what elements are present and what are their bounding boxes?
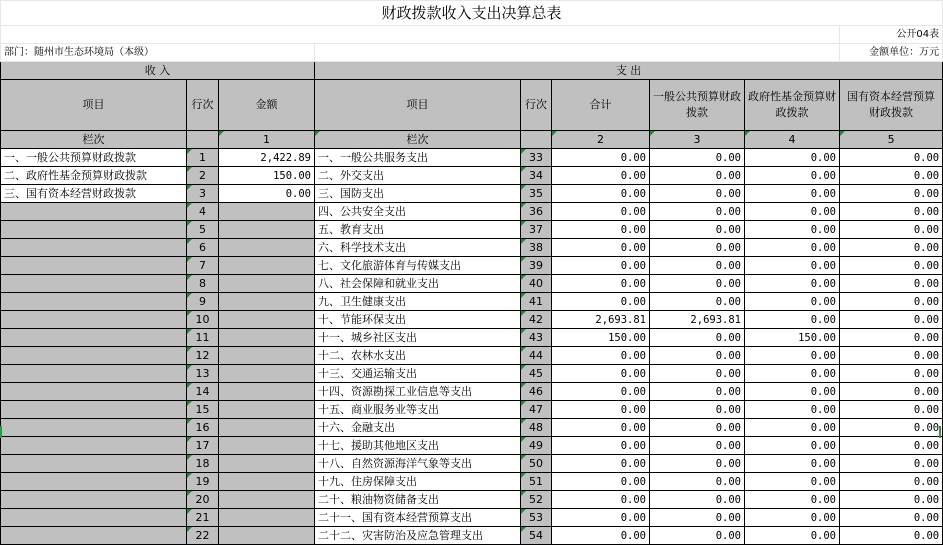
income-amount-cell[interactable] bbox=[219, 257, 315, 275]
gov-fund-cell[interactable]: 0.00 bbox=[745, 311, 840, 329]
income-item-cell[interactable] bbox=[1, 527, 187, 545]
expense-header: 支 出 bbox=[315, 62, 943, 80]
expense-item-cell[interactable]: 十四、资源勘探工业信息等支出 bbox=[315, 383, 521, 401]
expense-item-cell[interactable]: 十五、商业服务业等支出 bbox=[315, 401, 521, 419]
general-budget-cell[interactable]: 0.00 bbox=[650, 167, 745, 185]
expense-rowno-cell[interactable]: 41 bbox=[521, 293, 552, 311]
col-num-1: 1 bbox=[219, 131, 315, 149]
table-row bbox=[1, 329, 943, 347]
income-rowno-cell[interactable]: 3 bbox=[187, 185, 219, 203]
gov-fund-cell[interactable]: 0.00 bbox=[745, 203, 840, 221]
income-rowno-cell[interactable]: 15 bbox=[187, 401, 219, 419]
gov-fund-cell[interactable]: 0.00 bbox=[745, 383, 840, 401]
income-amount-cell[interactable] bbox=[219, 329, 315, 347]
expense-item-header: 项目 bbox=[315, 80, 521, 131]
total-cell[interactable]: 0.00 bbox=[552, 257, 650, 275]
col-num-3: 3 bbox=[650, 131, 745, 149]
gov-fund-cell[interactable]: 0.00 bbox=[745, 473, 840, 491]
table-row bbox=[1, 185, 943, 203]
expense-rowno-cell[interactable]: 42 bbox=[521, 311, 552, 329]
state-capital-header: 国有资本经营预算财政拨款 bbox=[840, 80, 943, 131]
income-item-cell[interactable] bbox=[1, 455, 187, 473]
income-rowno-cell[interactable]: 5 bbox=[187, 221, 219, 239]
table-row bbox=[1, 437, 943, 455]
table-row bbox=[1, 257, 943, 275]
expense-rowno-cell[interactable]: 36 bbox=[521, 203, 552, 221]
expense-item-cell[interactable]: 二十、粮油物资储备支出 bbox=[315, 491, 521, 509]
general-budget-cell[interactable]: 0.00 bbox=[650, 347, 745, 365]
income-amount-cell[interactable] bbox=[219, 437, 315, 455]
income-rowno-cell[interactable]: 18 bbox=[187, 455, 219, 473]
general-budget-cell[interactable]: 2,693.81 bbox=[650, 311, 745, 329]
income-rowno-cell[interactable]: 11 bbox=[187, 329, 219, 347]
expense-item-cell[interactable]: 四、公共安全支出 bbox=[315, 203, 521, 221]
expense-rowno-cell[interactable]: 38 bbox=[521, 239, 552, 257]
expense-item-cell[interactable]: 八、社会保障和就业支出 bbox=[315, 275, 521, 293]
expense-rowno-cell[interactable]: 48 bbox=[521, 419, 552, 437]
selection-marker-right bbox=[939, 426, 941, 438]
expense-item-cell[interactable]: 七、文化旅游体育与传媒支出 bbox=[315, 257, 521, 275]
gov-fund-cell[interactable]: 0.00 bbox=[745, 437, 840, 455]
unit-label: 金额单位：万元 bbox=[840, 44, 943, 62]
gov-fund-cell[interactable]: 0.00 bbox=[745, 185, 840, 203]
expense-rowno-cell[interactable]: 54 bbox=[521, 527, 552, 545]
total-cell[interactable]: 0.00 bbox=[552, 203, 650, 221]
state-capital-cell[interactable]: 0.00 bbox=[840, 311, 943, 329]
general-budget-cell[interactable]: 0.00 bbox=[650, 509, 745, 527]
total-cell[interactable]: 0.00 bbox=[552, 473, 650, 491]
income-item-cell[interactable] bbox=[1, 275, 187, 293]
state-capital-cell[interactable]: 0.00 bbox=[840, 257, 943, 275]
table-row bbox=[1, 419, 943, 437]
income-item-cell[interactable] bbox=[1, 365, 187, 383]
state-capital-cell[interactable]: 0.00 bbox=[840, 149, 943, 167]
gov-fund-cell[interactable]: 0.00 bbox=[745, 491, 840, 509]
expense-item-cell[interactable]: 十、节能环保支出 bbox=[315, 311, 521, 329]
general-budget-cell[interactable]: 0.00 bbox=[650, 383, 745, 401]
income-rowno-cell[interactable]: 22 bbox=[187, 527, 219, 545]
state-capital-cell[interactable]: 0.00 bbox=[840, 437, 943, 455]
gov-fund-cell[interactable]: 0.00 bbox=[745, 293, 840, 311]
total-cell[interactable]: 0.00 bbox=[552, 527, 650, 545]
state-capital-cell[interactable]: 0.00 bbox=[840, 347, 943, 365]
expense-item-cell[interactable]: 十九、住房保障支出 bbox=[315, 473, 521, 491]
general-budget-cell[interactable]: 0.00 bbox=[650, 419, 745, 437]
income-amount-cell[interactable] bbox=[219, 455, 315, 473]
income-amount-cell[interactable] bbox=[219, 419, 315, 437]
expense-rowno-cell[interactable]: 45 bbox=[521, 365, 552, 383]
expense-item-cell[interactable]: 二、外交支出 bbox=[315, 167, 521, 185]
state-capital-cell[interactable]: 0.00 bbox=[840, 203, 943, 221]
table-row bbox=[1, 167, 943, 185]
expense-item-cell[interactable]: 十七、援助其他地区支出 bbox=[315, 437, 521, 455]
general-budget-cell[interactable]: 0.00 bbox=[650, 185, 745, 203]
income-rowno-cell[interactable]: 2 bbox=[187, 167, 219, 185]
income-rowno-cell[interactable]: 1 bbox=[187, 149, 219, 167]
general-budget-cell[interactable]: 0.00 bbox=[650, 275, 745, 293]
state-capital-cell[interactable]: 0.00 bbox=[840, 329, 943, 347]
income-amount-cell[interactable] bbox=[219, 509, 315, 527]
income-item-cell[interactable] bbox=[1, 311, 187, 329]
table-row bbox=[1, 149, 943, 167]
general-budget-cell[interactable]: 0.00 bbox=[650, 221, 745, 239]
income-rowno-cell[interactable]: 9 bbox=[187, 293, 219, 311]
income-rowno-cell[interactable]: 12 bbox=[187, 347, 219, 365]
income-rowno-cell[interactable]: 20 bbox=[187, 491, 219, 509]
table-row bbox=[1, 473, 943, 491]
income-item-cell[interactable]: 二、政府性基金预算财政拨款 bbox=[1, 167, 187, 185]
income-rowno-cell[interactable]: 17 bbox=[187, 437, 219, 455]
income-amount-cell[interactable] bbox=[219, 491, 315, 509]
data-rows bbox=[1, 149, 943, 545]
report-title: 财政拨款收入支出决算总表 bbox=[1, 1, 943, 26]
expense-item-cell[interactable]: 十一、城乡社区支出 bbox=[315, 329, 521, 347]
general-budget-cell[interactable]: 0.00 bbox=[650, 257, 745, 275]
general-budget-cell[interactable]: 0.00 bbox=[650, 455, 745, 473]
total-cell[interactable]: 2,693.81 bbox=[552, 311, 650, 329]
general-budget-cell[interactable]: 0.00 bbox=[650, 473, 745, 491]
income-item-cell[interactable] bbox=[1, 239, 187, 257]
state-capital-cell[interactable]: 0.00 bbox=[840, 527, 943, 545]
total-cell[interactable]: 150.00 bbox=[552, 329, 650, 347]
state-capital-cell[interactable]: 0.00 bbox=[840, 473, 943, 491]
income-amount-cell[interactable] bbox=[219, 527, 315, 545]
expense-rowno-cell[interactable]: 44 bbox=[521, 347, 552, 365]
expense-rowno-cell[interactable]: 33 bbox=[521, 149, 552, 167]
total-cell[interactable]: 0.00 bbox=[552, 419, 650, 437]
state-capital-cell[interactable]: 0.00 bbox=[840, 383, 943, 401]
expense-rowno-cell[interactable]: 50 bbox=[521, 455, 552, 473]
income-item-header: 项目 bbox=[1, 80, 187, 131]
gov-fund-cell[interactable]: 0.00 bbox=[745, 221, 840, 239]
expense-rowno-cell[interactable]: 39 bbox=[521, 257, 552, 275]
income-item-cell[interactable] bbox=[1, 347, 187, 365]
expense-rowno-cell[interactable]: 52 bbox=[521, 491, 552, 509]
table-row bbox=[1, 509, 943, 527]
income-item-cell[interactable] bbox=[1, 329, 187, 347]
gov-fund-cell[interactable]: 0.00 bbox=[745, 347, 840, 365]
col-label-income: 栏次 bbox=[1, 131, 187, 149]
income-rowno-cell[interactable]: 13 bbox=[187, 365, 219, 383]
expense-item-cell[interactable]: 十八、自然资源海洋气象等支出 bbox=[315, 455, 521, 473]
table-row bbox=[1, 383, 943, 401]
state-capital-cell[interactable]: 0.00 bbox=[840, 401, 943, 419]
table-row bbox=[1, 203, 943, 221]
total-header: 合计 bbox=[552, 80, 650, 131]
income-amount-cell[interactable] bbox=[219, 365, 315, 383]
table-row bbox=[1, 365, 943, 383]
total-cell[interactable]: 0.00 bbox=[552, 167, 650, 185]
income-item-cell[interactable] bbox=[1, 383, 187, 401]
col-label-expense: 栏次 bbox=[315, 131, 521, 149]
expense-item-cell[interactable]: 十三、交通运输支出 bbox=[315, 365, 521, 383]
income-amount-cell[interactable] bbox=[219, 473, 315, 491]
income-rowno-cell[interactable]: 14 bbox=[187, 383, 219, 401]
gov-fund-cell[interactable]: 0.00 bbox=[745, 275, 840, 293]
state-capital-cell[interactable]: 0.00 bbox=[840, 221, 943, 239]
income-item-cell[interactable]: 一、一般公共预算财政拨款 bbox=[1, 149, 187, 167]
general-budget-cell[interactable]: 0.00 bbox=[650, 239, 745, 257]
expense-rowno-cell[interactable]: 47 bbox=[521, 401, 552, 419]
selection-marker-left bbox=[0, 426, 2, 438]
general-budget-cell[interactable]: 0.00 bbox=[650, 401, 745, 419]
state-capital-cell[interactable]: 0.00 bbox=[840, 455, 943, 473]
col-num-5: 5 bbox=[840, 131, 943, 149]
gov-fund-cell[interactable]: 0.00 bbox=[745, 419, 840, 437]
income-amount-cell[interactable]: 2,422.89 bbox=[219, 149, 315, 167]
form-code: 公开04表 bbox=[840, 26, 943, 44]
expense-rowno-cell[interactable]: 51 bbox=[521, 473, 552, 491]
expense-item-cell[interactable]: 六、科学技术支出 bbox=[315, 239, 521, 257]
income-amount-cell[interactable] bbox=[219, 275, 315, 293]
state-capital-cell[interactable]: 0.00 bbox=[840, 185, 943, 203]
income-amount-header: 金额 bbox=[219, 80, 315, 131]
table-row bbox=[1, 401, 943, 419]
expense-rowno-header: 行次 bbox=[521, 80, 552, 131]
total-cell[interactable]: 0.00 bbox=[552, 239, 650, 257]
total-cell[interactable]: 0.00 bbox=[552, 185, 650, 203]
expense-item-cell[interactable]: 二十二、灾害防治及应急管理支出 bbox=[315, 527, 521, 545]
expense-rowno-cell[interactable]: 43 bbox=[521, 329, 552, 347]
total-cell[interactable]: 0.00 bbox=[552, 275, 650, 293]
income-amount-cell[interactable] bbox=[219, 221, 315, 239]
department-label: 部门：随州市生态环境局（本级） bbox=[1, 44, 315, 62]
table-row bbox=[1, 347, 943, 365]
state-capital-cell[interactable]: 0.00 bbox=[840, 239, 943, 257]
income-amount-cell[interactable] bbox=[219, 347, 315, 365]
state-capital-cell[interactable]: 0.00 bbox=[840, 509, 943, 527]
income-item-cell[interactable] bbox=[1, 509, 187, 527]
expense-item-cell[interactable]: 三、国防支出 bbox=[315, 185, 521, 203]
gov-fund-cell[interactable]: 0.00 bbox=[745, 527, 840, 545]
expense-item-cell[interactable]: 五、教育支出 bbox=[315, 221, 521, 239]
state-capital-cell[interactable]: 0.00 bbox=[840, 167, 943, 185]
total-cell[interactable]: 0.00 bbox=[552, 149, 650, 167]
general-budget-cell[interactable]: 0.00 bbox=[650, 149, 745, 167]
gov-fund-cell[interactable]: 0.00 bbox=[745, 167, 840, 185]
income-item-cell[interactable] bbox=[1, 401, 187, 419]
expense-item-cell[interactable]: 九、卫生健康支出 bbox=[315, 293, 521, 311]
income-item-cell[interactable] bbox=[1, 473, 187, 491]
income-item-cell[interactable] bbox=[1, 293, 187, 311]
expense-rowno-cell[interactable]: 53 bbox=[521, 509, 552, 527]
expense-rowno-cell[interactable]: 46 bbox=[521, 383, 552, 401]
total-cell[interactable]: 0.00 bbox=[552, 509, 650, 527]
general-budget-cell[interactable]: 0.00 bbox=[650, 365, 745, 383]
income-rowno-cell[interactable]: 6 bbox=[187, 239, 219, 257]
general-budget-cell[interactable]: 0.00 bbox=[650, 527, 745, 545]
general-budget-cell[interactable]: 0.00 bbox=[650, 329, 745, 347]
income-amount-cell[interactable] bbox=[219, 203, 315, 221]
table-row bbox=[1, 455, 943, 473]
expense-item-cell[interactable]: 十二、农林水支出 bbox=[315, 347, 521, 365]
expense-item-cell[interactable]: 一、一般公共服务支出 bbox=[315, 149, 521, 167]
income-item-cell[interactable] bbox=[1, 221, 187, 239]
expense-item-cell[interactable]: 十六、金融支出 bbox=[315, 419, 521, 437]
income-amount-cell[interactable] bbox=[219, 401, 315, 419]
gov-fund-cell[interactable]: 0.00 bbox=[745, 239, 840, 257]
income-rowno-cell[interactable]: 10 bbox=[187, 311, 219, 329]
gov-fund-cell[interactable]: 0.00 bbox=[745, 365, 840, 383]
state-capital-cell[interactable]: 0.00 bbox=[840, 365, 943, 383]
total-cell[interactable]: 0.00 bbox=[552, 401, 650, 419]
col-num-2: 2 bbox=[552, 131, 650, 149]
total-cell[interactable]: 0.00 bbox=[552, 347, 650, 365]
income-item-cell[interactable] bbox=[1, 491, 187, 509]
income-item-cell[interactable] bbox=[1, 437, 187, 455]
table-row bbox=[1, 221, 943, 239]
total-cell[interactable]: 0.00 bbox=[552, 293, 650, 311]
gov-fund-header: 政府性基金预算财政拨款 bbox=[745, 80, 840, 131]
table-row bbox=[1, 275, 943, 293]
state-capital-cell[interactable]: 0.00 bbox=[840, 491, 943, 509]
table-row bbox=[1, 239, 943, 257]
income-rowno-cell[interactable]: 4 bbox=[187, 203, 219, 221]
table-row bbox=[1, 311, 943, 329]
gov-fund-cell[interactable]: 0.00 bbox=[745, 455, 840, 473]
income-amount-cell[interactable] bbox=[219, 293, 315, 311]
table-row bbox=[1, 527, 943, 545]
table-row bbox=[1, 491, 943, 509]
total-cell[interactable]: 0.00 bbox=[552, 455, 650, 473]
col-num-4: 4 bbox=[745, 131, 840, 149]
expense-item-cell[interactable]: 二十一、国有资本经营预算支出 bbox=[315, 509, 521, 527]
total-cell[interactable]: 0.00 bbox=[552, 221, 650, 239]
gov-fund-cell[interactable]: 0.00 bbox=[745, 257, 840, 275]
income-amount-cell[interactable] bbox=[219, 239, 315, 257]
total-cell[interactable]: 0.00 bbox=[552, 365, 650, 383]
expense-rowno-cell[interactable]: 35 bbox=[521, 185, 552, 203]
income-item-cell[interactable] bbox=[1, 257, 187, 275]
total-cell[interactable]: 0.00 bbox=[552, 383, 650, 401]
general-budget-header: 一般公共预算财政拨款 bbox=[650, 80, 745, 131]
state-capital-cell[interactable]: 0.00 bbox=[840, 293, 943, 311]
expense-rowno-cell[interactable]: 49 bbox=[521, 437, 552, 455]
income-rowno-cell[interactable]: 8 bbox=[187, 275, 219, 293]
state-capital-cell[interactable]: 0.00 bbox=[840, 419, 943, 437]
income-item-cell[interactable] bbox=[1, 203, 187, 221]
table-row bbox=[1, 293, 943, 311]
expense-rowno-cell[interactable]: 40 bbox=[521, 275, 552, 293]
general-budget-cell[interactable]: 0.00 bbox=[650, 293, 745, 311]
income-amount-cell[interactable]: 0.00 bbox=[219, 185, 315, 203]
income-item-cell[interactable] bbox=[1, 419, 187, 437]
income-amount-cell[interactable] bbox=[219, 383, 315, 401]
income-header: 收 入 bbox=[1, 62, 315, 80]
total-cell[interactable]: 0.00 bbox=[552, 437, 650, 455]
gov-fund-cell[interactable]: 0.00 bbox=[745, 509, 840, 527]
general-budget-cell[interactable]: 0.00 bbox=[650, 437, 745, 455]
income-amount-cell[interactable] bbox=[219, 311, 315, 329]
income-amount-cell[interactable]: 150.00 bbox=[219, 167, 315, 185]
income-rowno-header: 行次 bbox=[187, 80, 219, 131]
gov-fund-cell[interactable]: 150.00 bbox=[745, 329, 840, 347]
income-rowno-cell[interactable]: 16 bbox=[187, 419, 219, 437]
income-rowno-cell[interactable]: 21 bbox=[187, 509, 219, 527]
total-cell[interactable]: 0.00 bbox=[552, 491, 650, 509]
income-item-cell[interactable]: 三、国有资本经营财政拨款 bbox=[1, 185, 187, 203]
income-rowno-cell[interactable]: 19 bbox=[187, 473, 219, 491]
gov-fund-cell[interactable]: 0.00 bbox=[745, 401, 840, 419]
expense-rowno-cell[interactable]: 34 bbox=[521, 167, 552, 185]
general-budget-cell[interactable]: 0.00 bbox=[650, 203, 745, 221]
income-rowno-cell[interactable]: 7 bbox=[187, 257, 219, 275]
expense-rowno-cell[interactable]: 37 bbox=[521, 221, 552, 239]
state-capital-cell[interactable]: 0.00 bbox=[840, 275, 943, 293]
gov-fund-cell[interactable]: 0.00 bbox=[745, 149, 840, 167]
general-budget-cell[interactable]: 0.00 bbox=[650, 491, 745, 509]
